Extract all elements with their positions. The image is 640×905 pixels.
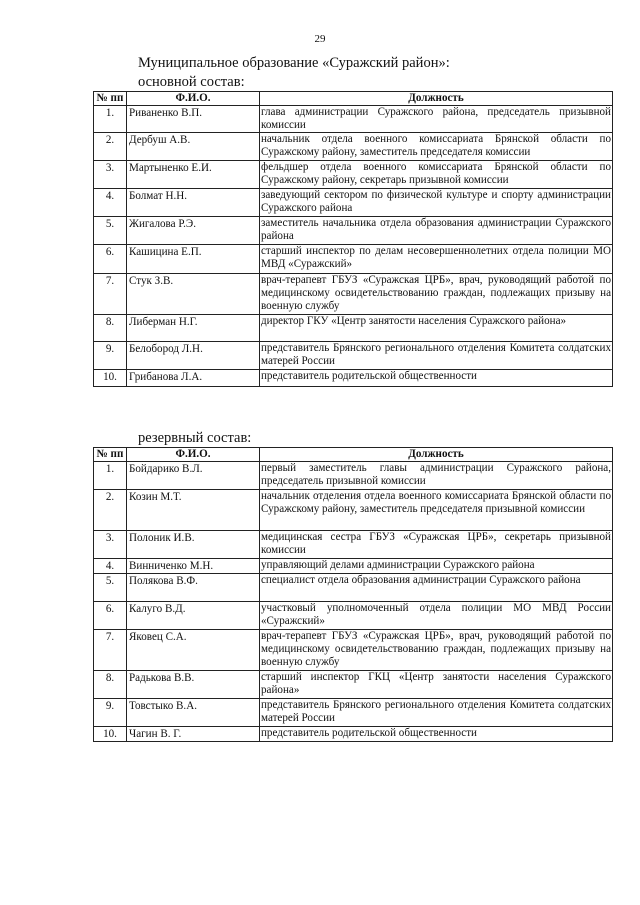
reserve-composition-label: резервный состав: (138, 430, 252, 446)
table-row (94, 245, 613, 274)
row-number: 7. (94, 274, 127, 315)
column-header-number: № пп (94, 448, 127, 462)
row-number: 10. (94, 370, 127, 387)
document-heading: Муниципальное образование «Суражский район»: (138, 55, 450, 71)
column-header-position: Должность (260, 92, 613, 106)
table-row (94, 161, 613, 189)
table-header-row (94, 448, 613, 462)
row-number: 4. (94, 559, 127, 574)
row-name: Либерман Н.Г. (127, 315, 260, 342)
table-row (94, 274, 613, 315)
row-number: 3. (94, 161, 127, 189)
table-row (94, 574, 613, 602)
table-row (94, 133, 613, 161)
column-header-position: Должность (260, 448, 613, 462)
main-composition-table (93, 91, 613, 387)
row-name: Жигалова Р.Э. (127, 217, 260, 245)
row-number: 6. (94, 245, 127, 274)
row-number: 5. (94, 574, 127, 602)
row-position: старший инспектор по делам несовершеннолетних отдела полиции МО МВД «Суражский» (260, 245, 613, 274)
row-name: Бойдарико В.Л. (127, 462, 260, 490)
row-position: представитель Брянского регионального отделения Комитета солдатских матерей России (260, 699, 613, 727)
table-header-row (94, 92, 613, 106)
table-body (94, 462, 613, 742)
reserve-composition-table (93, 447, 613, 742)
table-row (94, 490, 613, 531)
row-name: Риваненко В.П. (127, 106, 260, 133)
row-position: заместитель начальника отдела образования администрации Суражского района (260, 217, 613, 245)
row-name: Полякова В.Ф. (127, 574, 260, 602)
row-number: 3. (94, 531, 127, 559)
row-position: начальник отделения отдела военного комиссариата Брянской области по Суражскому району, заместитель председателя призывной комиссии (260, 490, 613, 531)
table-row (94, 559, 613, 574)
row-position: фельдшер отдела военного комиссариата Брянской области по Суражскому району, секретарь призывной комиссии (260, 161, 613, 189)
table-row (94, 630, 613, 671)
row-number: 9. (94, 699, 127, 727)
table-row (94, 531, 613, 559)
row-number: 9. (94, 342, 127, 370)
table-row (94, 370, 613, 387)
row-number: 2. (94, 490, 127, 531)
row-name: Дербуш А.В. (127, 133, 260, 161)
row-position: глава администрации Суражского района, председатель призывной комиссии (261, 106, 611, 131)
row-position: старший инспектор ГКЦ «Центр занятости населения Суражского района» (260, 671, 613, 699)
row-name: Винниченко М.Н. (127, 559, 260, 574)
row-number: 1. (94, 462, 127, 490)
row-name: Яковец С.А. (127, 630, 260, 671)
row-position: управляющий делами администрации Суражского района (260, 559, 613, 574)
table-row (94, 106, 613, 133)
table-row (94, 462, 613, 490)
row-position: медицинская сестра ГБУЗ «Суражская ЦРБ», секретарь призывной комиссии (260, 531, 613, 559)
row-number: 4. (94, 189, 127, 217)
row-name: Стук З.В. (127, 274, 260, 315)
row-name: Мартыненко Е.И. (127, 161, 260, 189)
row-position: начальник отдела военного комиссариата Брянской области по Суражскому району, заместитель председателя комиссии (260, 133, 613, 161)
row-name: Белобород Л.Н. (127, 342, 260, 370)
row-name: Грибанова Л.А. (127, 370, 260, 387)
row-position: представитель Брянского регионального отделения Комитета солдатских матерей России (260, 342, 613, 370)
row-number: 2. (94, 133, 127, 161)
row-number: 5. (94, 217, 127, 245)
row-position: первый заместитель главы администрации Суражского района, председатель призывной комиссии (260, 462, 613, 490)
row-name: Чагин В. Г. (127, 727, 260, 742)
row-position: заведующий сектором по физической культуре и спорту администрации Суражского района (260, 189, 613, 217)
table-row (94, 342, 613, 370)
row-position: врач-терапевт ГБУЗ «Суражская ЦРБ», врач, руководящий работой по медицинскому освидетельствованию граждан, подлежащих призыву на военную службу (260, 630, 613, 671)
row-number: 10. (94, 727, 127, 742)
row-number: 8. (94, 671, 127, 699)
row-position: директор ГКУ «Центр занятости населения Суражского района» (260, 315, 613, 342)
row-number: 7. (94, 630, 127, 671)
row-position: представитель родительской общественности (260, 727, 613, 742)
table-row (94, 602, 613, 630)
main-composition-label: основной состав: (138, 74, 245, 90)
row-position: участковый уполномоченный отдела полиции МО МВД России «Суражский» (260, 602, 613, 630)
row-name: Болмат Н.Н. (127, 189, 260, 217)
column-header-name: Ф.И.О. (127, 448, 260, 462)
row-name: Кашицина Е.П. (127, 245, 260, 274)
table-row (94, 217, 613, 245)
row-name: Полоник И.В. (127, 531, 260, 559)
row-name: Калуго В.Д. (127, 602, 260, 630)
row-position: представитель родительской общественности (260, 370, 613, 387)
table-body (94, 106, 613, 387)
row-number: 6. (94, 602, 127, 630)
row-name: Козин М.Т. (127, 490, 260, 531)
column-header-number: № пп (94, 92, 127, 106)
table-row (94, 315, 613, 342)
row-name: Товстыко В.А. (127, 699, 260, 727)
row-number: 8. (94, 315, 127, 342)
column-header-name: Ф.И.О. (127, 92, 260, 106)
page-number: 29 (314, 33, 326, 45)
row-name: Радькова В.В. (127, 671, 260, 699)
table-row (94, 671, 613, 699)
row-number: 1. (94, 106, 127, 133)
table-row (94, 727, 613, 742)
row-position: специалист отдела образования администрации Суражского района (260, 574, 613, 602)
row-position: врач-терапевт ГБУЗ «Суражская ЦРБ», врач, руководящий работой по медицинскому освидетельствованию граждан, подлежащих призыву на военную службу (260, 274, 613, 315)
table-row (94, 189, 613, 217)
table-row (94, 699, 613, 727)
